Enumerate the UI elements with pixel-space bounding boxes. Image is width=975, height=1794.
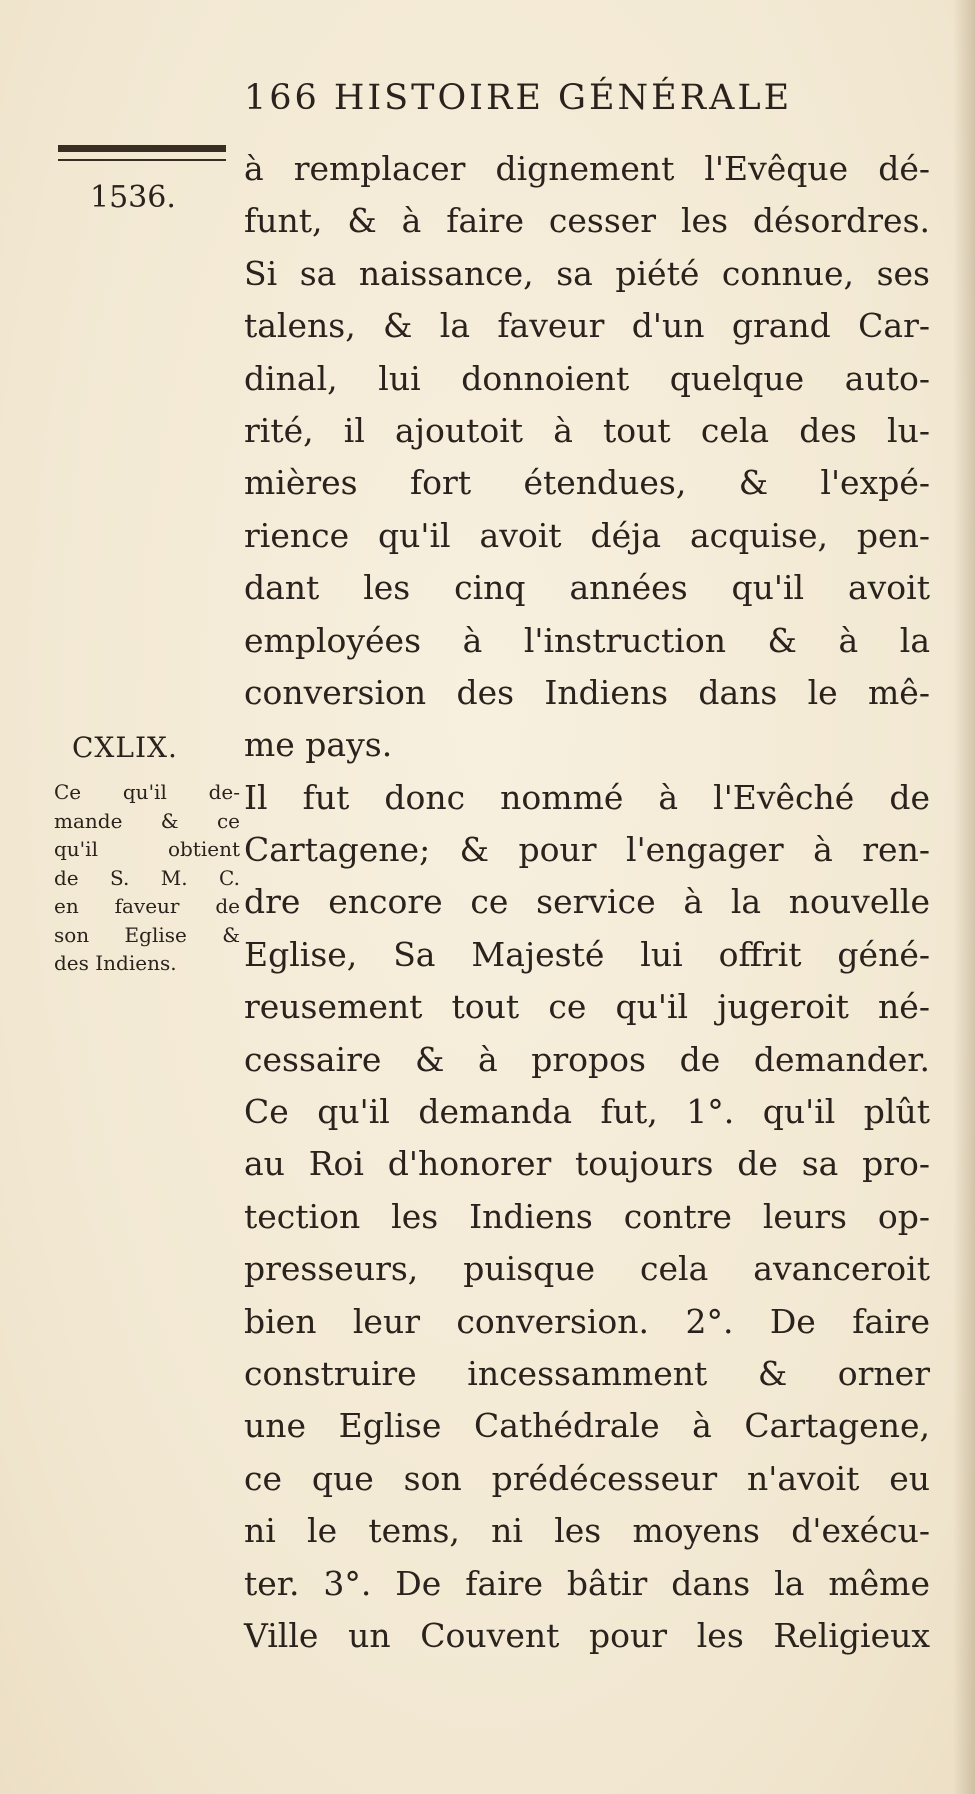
text-line: Ce qu'il demanda fut, 1°. qu'il plût [244,1092,930,1132]
margin-year: 1536. [90,180,176,215]
text-line: reusement tout ce qu'il jugeroit né- [244,987,930,1027]
text-line: rité, il ajoutoit à tout cela des lu- [244,410,930,450]
text-line: dant les cinq années qu'il avoit [244,568,930,608]
text-line: à remplacer dignement l'Evêque dé- [244,149,930,188]
running-head [244,78,884,118]
text-line: construire incessamment & orner [244,1353,930,1393]
body-text [244,143,930,1662]
text-line: mières fort étendues, & l'expé- [244,463,930,503]
margin-note-line: Ce qu'il de- [54,780,240,804]
margin-note-line: en faveur de [54,894,240,918]
text-line: funt, & à faire cesser les désordres. [244,201,930,241]
text-line: tection les Indiens contre leurs op- [244,1196,930,1236]
text-line: rience qu'il avoit déja acquise, pen- [244,515,930,555]
margin-note-line: son Eglise & [54,922,240,947]
text-line: dre encore ce service à la nouvelle [244,882,930,922]
page-number: 166 [244,78,320,118]
text-line: cessaire & à propos de demander. [244,1039,930,1079]
text-line: talens, & la faveur d'un grand Car- [244,306,930,346]
text-line: presseurs, puisque cela avanceroit [244,1249,930,1289]
margin-note-line: qu'il obtient [54,837,240,861]
margin-note-line: des Indiens. [54,951,177,975]
text-line: ce que son prédécesseur n'avoit eu [244,1458,930,1498]
text-line: Cartagene; & pour l'engager à ren- [244,830,930,870]
text-line: Il fut donc nommé à l'Evêché de [244,777,930,817]
margin-note-line: de S. M. C. [54,865,240,890]
text-line: dinal, lui donnoient quelque auto- [244,358,930,398]
text-line: une Eglise Cathédrale à Cartagene, [244,1406,930,1446]
text-line: ter. 3°. De faire bâtir dans la même [244,1563,930,1603]
chapter-number: CXLIX. [72,731,178,764]
text-line: conversion des Indiens dans le mê- [244,672,930,712]
text-line: ni le tems, ni les moyens d'exécu- [244,1511,930,1551]
ornamental-rule [58,145,230,165]
text-line: me pays. [244,725,393,765]
text-line: employées à l'instruction & à la [244,620,930,660]
running-title: HISTOIRE GÉNÉRALE [333,78,793,118]
margin-note-line: mande & ce [54,808,240,833]
margin-note [54,778,240,978]
text-line: au Roi d'honorer toujours de sa pro- [244,1144,930,1184]
text-line: Eglise, Sa Majesté lui offrit géné- [244,934,930,974]
text-line: Ville un Couvent pour les Religieux [244,1615,930,1655]
thick-rule [58,145,226,152]
text-line: bien leur conversion. 2°. De faire [244,1301,930,1341]
thin-rule [58,159,226,161]
text-line: Si sa naissance, sa piété connue, ses [244,253,930,293]
